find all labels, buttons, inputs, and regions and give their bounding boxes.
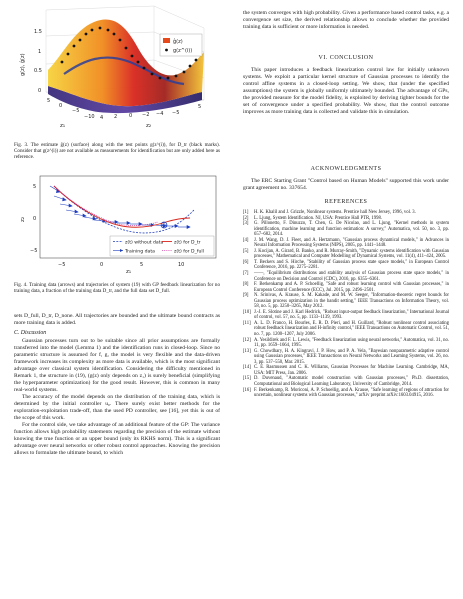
reference-text: N. Srinivas, A. Krause, S. M. Kakade, and M. W. Seeger, "Information-theoretic regret bounds for Gaussian process optimization in the bandit setting," IEEE Transactions on Information Theory, vol. 58, no. 5, pp. 3250–3265, May 2012. <box>254 293 449 310</box>
figure-3-legend <box>160 34 202 56</box>
x-axis-label: z₁ <box>126 269 132 274</box>
reference-number: [1] <box>243 210 249 215</box>
x2-tick-0: 4 <box>100 115 104 121</box>
paragraph-continuation: sets D_full, D_tr, D_none. All trajectories are bounded and the ultimate bound contracts as more training data is added. <box>14 313 220 326</box>
reference-text: T. Beckers and S. Hirche, "Stability of Gaussian process state space models," in European Control Conference, 2016, pp. 2275–2281. <box>254 259 449 271</box>
reference-number: [7] <box>243 271 249 277</box>
x2-tick-3: −2 <box>142 112 150 118</box>
x-tick-1: 0 <box>100 262 104 268</box>
x1-tick-1: 0 <box>59 103 63 109</box>
z-tick-0: 1.5 <box>34 29 42 35</box>
paragraph-discussion-3: For the control side, we take advantage of an additional feature of the GP: The variance function allows high probability statements regarding the precision of the estimate without knowing the true function or an upper bound (only its RKHS norm). This is a significant advantage over neural networks or other robust control approaches. Knowing the precision allows to formulate the ultimate bound, to which <box>14 422 220 456</box>
reference-item <box>243 376 449 387</box>
x-tick-0: −5 <box>58 262 66 268</box>
reference-item <box>243 321 449 338</box>
x1-tick-3: −10 <box>84 114 95 120</box>
reference-list <box>243 210 449 399</box>
reference-text: L. Ljung, System Identification. NJ, USA: Prentice Hall PTR, 1998. <box>254 215 382 221</box>
reference-item <box>243 293 449 310</box>
reference-text: C. E. Rasmussen and C. K. Williams, Gaussian Processes for Machine Learning. Cambridge, MA, USA: MIT Press, Jan. 2006. <box>254 365 449 376</box>
x2-tick-5: −5 <box>172 110 180 116</box>
y-tick-1: 0 <box>33 216 37 222</box>
reference-text: ——, "Equilibrium distributions and stability analysis of Gaussian process state space models," in Conference on Decision and Control (CDC), 2016, pp. 6355–6361. <box>254 271 449 282</box>
reference-text: J.-J. E. Slotine and J. Karl Hedrick, "Robust input-output feedback linearization," International Journal of control, vol. 57, no. 5, pp. 1133–1139, 1993. <box>254 309 449 321</box>
legend4-entry-0: z(t) without data <box>125 240 164 246</box>
reference-text: A. Yesildirek and F. L. Lewis, "Feedback linearization using neural networks," Automatica, vol. 31, no. 11, pp. 1659–1664, 1995. <box>254 337 449 349</box>
reference-text: J. M. Wang, D. J. Fleet, and A. Hertzmann, "Gaussian process dynamical models," in Advances in Neural Information Processing Systems (NIPS), 2005, pp. 1441–1448. <box>254 237 449 249</box>
y-tick-0: 5 <box>33 184 37 190</box>
x2-axis-label: z₂ <box>146 123 152 129</box>
x-tick-3: 10 <box>178 262 185 268</box>
figure-3-caption: Fig. 3. The estimate ĝ(z) (surface) along with the test points g(z^(i)), for D_tr (black marks). Consider that g(z^(i)) are not available as measurements for identification but are only added here as reference. <box>14 142 220 161</box>
reference-number: [15] <box>243 376 251 382</box>
section-references-heading: REFERENCES <box>324 199 368 205</box>
paragraph-discussion-1: Gaussian processes turn out to be suitable since all prior assumptions are formally transferred into the model (Lemma 1) and the identification runs in closed-loop. Since no parametric structure is assumed for f, g, the model is very flexible and the data-driven framework increases its complexity as more data is available, which is the most significant advantage over classical system identification. Considering the difficulty mentioned in Remark 1, the structure in (19), (g(z) only depends on z₁) is surely beneficial (simplifying the hyperparameter optimization) for the good result. However, this is common in many real-world systems. <box>14 338 220 393</box>
subsection-discussion: C. Discussion <box>14 330 47 336</box>
reference-item <box>243 221 449 238</box>
z-tick-3: 0 <box>38 88 42 94</box>
reference-item <box>243 388 449 399</box>
x2-tick-1: 2 <box>114 114 118 120</box>
reference-number: [14] <box>243 365 251 371</box>
x2-tick-2: 0 <box>129 113 133 119</box>
figure-3-surface-plot <box>14 0 220 148</box>
equilibrium-marker <box>161 222 167 228</box>
reference-number: [5] <box>243 248 249 254</box>
reference-text: J. Kocijan, A. Girard, B. Banko, and R. Murray-Smith, "Dynamic systems identification with Gaussian processes," Mathematical and Computer Modelling of Dynamical Systems, vol. 11(4), 411–424, 2005. <box>254 248 449 260</box>
reference-text: H. K. Khalil and J. Grizzle, Nonlinear systems. Prentice hall New Jersey, 1996, vol. 3. <box>254 210 416 215</box>
surface-main <box>48 20 204 107</box>
figure-4-trajectory-plot <box>14 170 220 274</box>
reference-item <box>243 349 449 366</box>
reference-item <box>243 365 449 376</box>
reference-number: [9] <box>243 293 249 299</box>
paragraph-bound: the system converges with high probability. Given a performance based control tasks, e.g. a convergence set size, the derived relationship allows to conclude whether the provided training data is sufficient or more information is needed. <box>243 10 449 30</box>
reference-item <box>243 260 449 271</box>
z-tick-2: 0.5 <box>34 68 42 74</box>
reference-number: [12] <box>243 337 251 343</box>
figure-4-legend <box>110 236 214 256</box>
reference-number: [10] <box>243 309 251 315</box>
y-tick-2: −5 <box>30 248 38 254</box>
legend4-entry-1: Training data <box>125 249 155 255</box>
section-acknowledgments-heading: ACKNOWLEDGMENTS <box>310 166 382 172</box>
legend-entry-1: g(z^(i)) <box>173 48 193 54</box>
legend4-entry-2: z(t) for D_tr <box>174 240 201 246</box>
reference-item <box>243 310 449 321</box>
reference-item <box>243 238 449 249</box>
reference-number: [6] <box>243 259 249 265</box>
reference-text: F. Berkenkamp and A. P. Schoellig, "Safe and robust learning control with Gaussian processes," in European Control Conference (ECC), Jul. 2015, pp. 2496–2501. <box>254 282 449 293</box>
section-conclusion-heading: VI. CONCLUSION <box>318 55 374 61</box>
reference-item <box>243 249 449 260</box>
left-body-text <box>14 313 220 457</box>
legend-point-swatch <box>165 49 168 52</box>
paragraph-acknowledgments: The ERC Starting Grant "Control based on Human Models" supported this work under grant agreement no. 337654. <box>243 178 449 191</box>
reference-number: [11] <box>243 320 251 326</box>
reference-item <box>243 282 449 293</box>
reference-text: A. L. D. Franco, H. Bourles, E. R. D. Pieri, and H. Guillard, "Robust nonlinear control associating robust feedback linearization and H-infinity control," IEEE Transactions on Automatic Control, vol. 51, no. 7, pp. 1200–1207, July 2006. <box>254 320 449 338</box>
legend-entry-0: ĝ(z) <box>173 39 183 45</box>
reference-item <box>243 338 449 349</box>
x1-axis-label: z₁ <box>60 123 66 129</box>
reference-number: [13] <box>243 348 251 354</box>
paragraph-discussion-2: The accuracy of the model depends on the distribution of the training data, which is determined by the initial controller u₀. There surely exist better methods for the exploration-exploitation trade-off, than the used PD controller, see [16], yet this is out of the scope of this work. <box>14 394 220 421</box>
reference-text: G. Pillonetto, F. Dinuzzo, T. Chen, G. De Nicolao, and L. Ljung, "Kernel methods in system identification, machine learning and function estimation: A survey," Automatica, vol. 50, no. 3, pp. 657–682, 2014. <box>254 221 449 238</box>
x1-tick-0: 5 <box>47 98 51 104</box>
reference-number: [16] <box>243 387 251 393</box>
paragraph-conclusion: This paper introduces a feedback linearization control law for initially unknown systems. We exploit a particular kernel structure of Gaussian processes to identify the control affine systems in a closed-loop setting. We show, that (under the specified assumptions) the system is globally uniformly ultimately bounded. The advantage of GPs, the provided measure for the model fidelity, is exploited by deriving tighter bounds for the set of convergence under a specified probability. We show, that the control outcome improves as more training data is collected and validate this in simulation. <box>243 67 449 115</box>
reference-number: [3] <box>243 221 249 227</box>
z-tick-1: 1 <box>38 49 42 55</box>
reference-number: [2] <box>243 215 249 221</box>
reference-number: [8] <box>243 282 249 288</box>
reference-text: D. Duvenaud, "Automatic model construction with Gaussian processes," Ph.D. dissertation, Computational and Biological Learning Laboratory, University of Cambridge, 2014. <box>254 376 449 387</box>
z-axis-label: g(z), ĝ(z) <box>20 53 26 76</box>
legend-surface-swatch <box>163 38 170 43</box>
reference-item <box>243 271 449 282</box>
reference-text: G. Chowdhary, H. A. Kingravi, J. P. How, and P. A. Vela, "Bayesian nonparametric adaptive control using Gaussian processes," IEEE Transactions on Neural Networks and Learning Systems, vol. 26, no. 3, pp. 537–550, Mar. 2015. <box>254 348 449 365</box>
figure-4-caption: Fig. 4. Training data (arrows) and trajectories of system (19) with GP feedback linearization for no training data, a fraction of the training data D_tr, and the full data set D_full. <box>14 282 220 295</box>
reference-text: F. Berkenkamp, R. Moriconi, A. P. Schoellig, and A. Krause, "Safe learning of regions of attraction for uncertain, nonlinear systems with Gaussian processes," arXiv preprint arXiv:1603.04915, 2016. <box>254 387 449 399</box>
x-tick-2: 5 <box>140 262 144 268</box>
x2-tick-6: 5 <box>198 104 202 110</box>
x1-tick-2: −5 <box>72 108 80 114</box>
legend4-entry-3: z(t) for D_full <box>174 249 204 255</box>
y-axis-label: z₂ <box>20 216 26 222</box>
x2-tick-4: −4 <box>156 111 164 117</box>
reference-number: [4] <box>243 237 249 243</box>
